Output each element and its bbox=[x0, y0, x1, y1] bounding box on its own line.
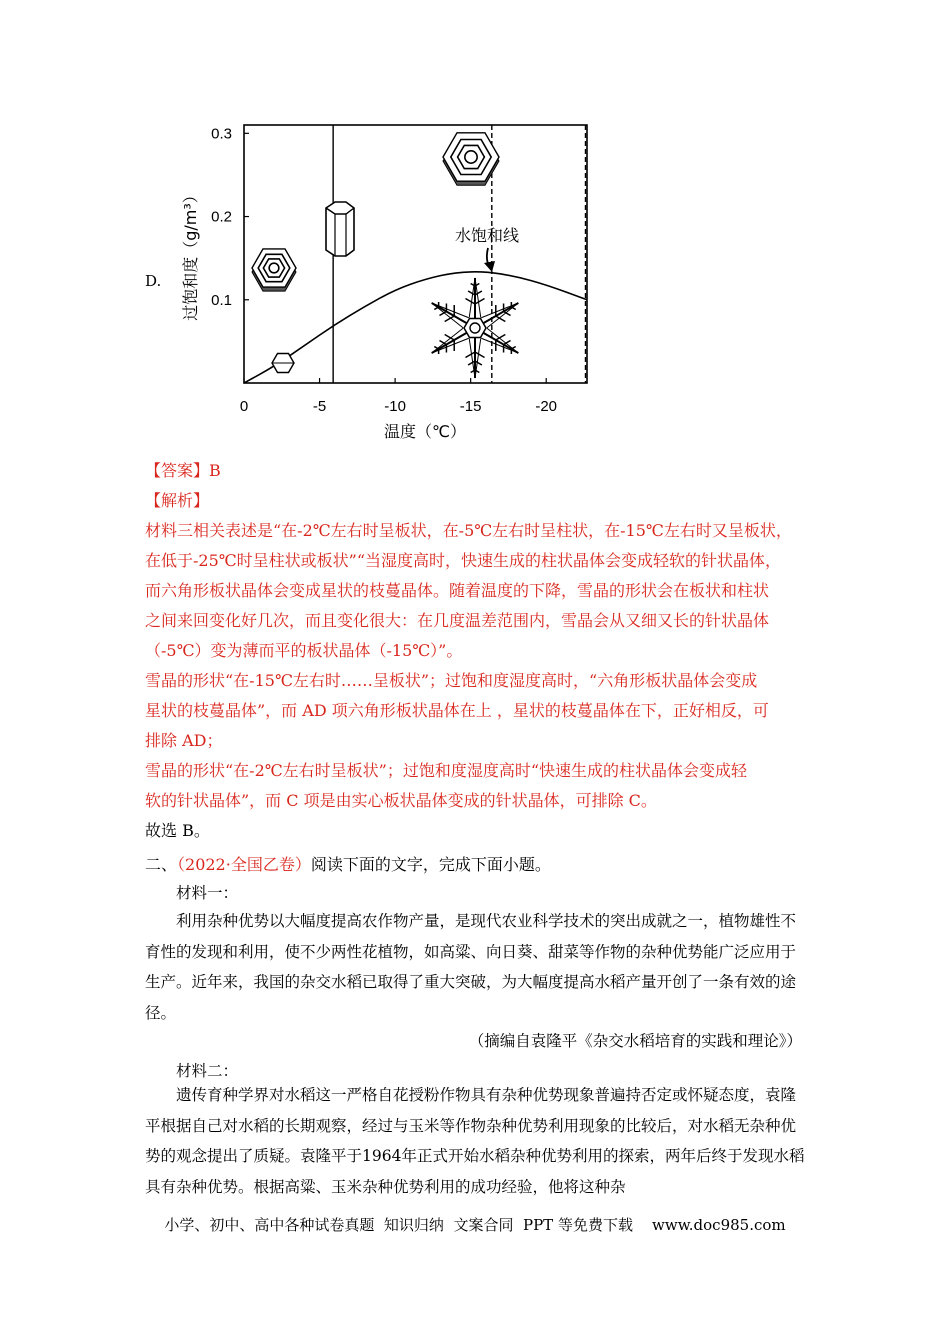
water-saturation-curve bbox=[244, 272, 587, 383]
saturation-curve-layer bbox=[244, 272, 587, 383]
branch bbox=[475, 352, 485, 358]
material-2-text: 遗传育种学界对水稻这一严格自花授粉作物具有杂种优势现象普遍持否定或怀疑态度，袁隆平根据自己对水稻的长期观察，经过与玉米等作物杂种优势利用现象的比较后，对水稻无杂种优势的观念提出了质疑。袁隆平于1964年正式开始水稻杂种优势利用的探索，两年后终于发现水稻具有杂种优势。根据高粱、玉米杂种优势利用的成功经验，他将这种杂 bbox=[145, 1086, 805, 1196]
branch bbox=[468, 291, 475, 295]
x-tick-label: -5 bbox=[312, 398, 327, 415]
analysis-line: 星状的枝蔓晶体”，而 AD 项六角形板状晶体在上 ，星状的枝蔓晶体在下，正好相反，可 bbox=[145, 701, 769, 720]
x-tick-label: -10 bbox=[384, 398, 406, 415]
x-tick-label: 0 bbox=[239, 398, 249, 415]
hexagon-plate-icon bbox=[252, 249, 296, 291]
section-instruction: 阅读下面的文字，完成下面小题。 bbox=[310, 855, 551, 874]
analysis-heading: 【解析】 bbox=[145, 491, 210, 510]
material-1-label: 材料一： bbox=[176, 884, 239, 902]
footer-text: 小学、初中、高中各种试卷真题 知识归纳 文案合同 PPT 等免费下载 bbox=[164, 1216, 633, 1234]
dendrite-core bbox=[470, 323, 480, 333]
analysis-line: 雪晶的形状“在-2℃左右时呈板状”；过饱和度湿度高时“快速生成的柱状晶体会变成轻 bbox=[145, 761, 748, 780]
branch bbox=[475, 291, 482, 295]
dendrite-snowflake-icon bbox=[432, 278, 519, 378]
analysis-line: 雪晶的形状“在-15℃左右时……呈板状”；过饱和度湿度高时，“六角形板状晶体会变成 bbox=[145, 671, 758, 690]
branch bbox=[465, 352, 475, 358]
branch bbox=[475, 361, 482, 365]
x-tick-label: -20 bbox=[535, 398, 558, 415]
footer-url: www.doc985.com bbox=[652, 1216, 786, 1234]
plate-core bbox=[465, 151, 477, 163]
section-number: 二、 bbox=[145, 855, 178, 874]
analysis-line: 软的针状晶体”，而 C 项是由实心板状晶体变成的针状晶体，可排除 C。 bbox=[145, 791, 657, 810]
analysis-line: （-5℃）变为薄而平的板状晶体（-15℃）”。 bbox=[145, 641, 463, 660]
analysis-line: 排除 AD； bbox=[145, 731, 223, 750]
material-1-source: （摘编自袁隆平《杂交水稻培育的实践和理论》） bbox=[468, 1032, 802, 1050]
plate-core bbox=[269, 263, 279, 273]
x-axis-label: 温度（℃） bbox=[384, 422, 466, 441]
curve-label: 水饱和线 bbox=[455, 226, 520, 245]
answer-value: B bbox=[209, 461, 221, 480]
analysis-line: 材料三相关表述是“在-2℃左右时呈板状，在-5℃左右时呈柱状，在-15℃左右时又呈板状， bbox=[145, 521, 792, 540]
hexagon-plate-small-icon bbox=[272, 354, 294, 373]
material-2-label: 材料二： bbox=[176, 1062, 239, 1080]
branch bbox=[475, 299, 485, 305]
plot-frame bbox=[244, 125, 587, 383]
crystal-icons bbox=[252, 133, 518, 378]
analysis-line: 而六角形板状晶体会变成星状的枝蔓晶体。随着温度的下降，雪晶的形状会在板状和柱状 bbox=[145, 581, 770, 600]
branch bbox=[468, 361, 475, 365]
analysis-line: 之间来回变化好几次，而且变化很大：在几度温差范围内，雪晶会从又细又长的针状晶体 bbox=[145, 611, 770, 630]
answer-line bbox=[145, 461, 221, 481]
conclusion: 故选 B。 bbox=[145, 821, 210, 840]
column-prism-icon bbox=[326, 202, 354, 256]
y-tick-label: 0.3 bbox=[211, 125, 232, 143]
material-1-text: 利用杂种优势以大幅度提高农作物产量，是现代农业科学技术的突出成就之一，植物雄性不育性的发现和利用，使不少两性花植物，如高粱、向日葵、甜菜等作物的杂种优势能广泛应用于生产。近年来，我国的杂交水稻已取得了重大突破，为大幅度提高水稻产量开创了一条有效的途径。 bbox=[145, 912, 797, 1022]
y-tick-label: 0.1 bbox=[211, 291, 232, 309]
page-footer bbox=[0, 1214, 950, 1235]
y-tick-label: 0.2 bbox=[211, 208, 232, 226]
y-axis-label: 过饱和度（g/m³） bbox=[181, 187, 200, 321]
hexagon-plate-icon bbox=[443, 133, 499, 185]
snow-crystal-chart bbox=[170, 110, 610, 450]
option-label: D. bbox=[145, 272, 162, 290]
analysis-line: 在低于-25℃时呈柱状或板状”“当湿度高时，快速生成的柱状晶体会变成轻软的针状晶体， bbox=[145, 551, 782, 570]
x-tick-label: -15 bbox=[459, 398, 482, 415]
answer-prefix: 【答案】 bbox=[145, 461, 210, 480]
section-source-tag: （2022·全国乙卷） bbox=[177, 855, 311, 874]
section-2-title bbox=[145, 852, 551, 875]
branch bbox=[465, 299, 475, 305]
arrowhead bbox=[484, 261, 495, 272]
